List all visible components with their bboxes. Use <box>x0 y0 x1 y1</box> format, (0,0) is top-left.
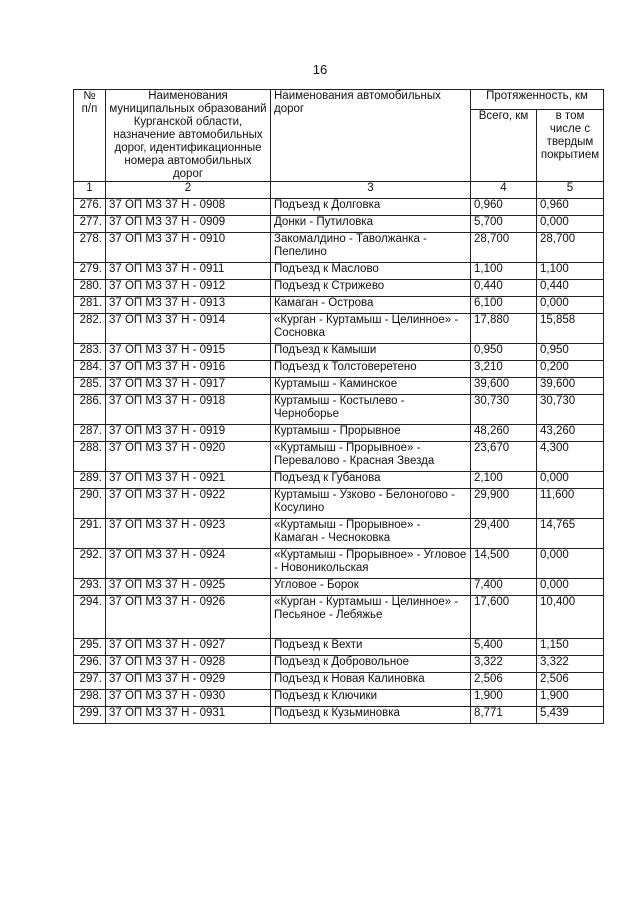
row-number: 293. <box>74 579 106 596</box>
road-id: 37 ОП МЗ 37 Н - 0924 <box>106 549 271 579</box>
road-id: 37 ОП МЗ 37 Н - 0930 <box>106 690 271 707</box>
row-number: 286. <box>74 395 106 425</box>
length-total: 14,500 <box>471 549 537 579</box>
length-paved: 1,900 <box>537 690 604 707</box>
page-number: 16 <box>312 62 328 77</box>
length-paved: 0,000 <box>537 549 604 579</box>
road-id: 37 ОП МЗ 37 Н - 0917 <box>106 378 271 395</box>
length-total: 29,900 <box>471 489 537 519</box>
column-number: 5 <box>537 182 604 199</box>
length-paved: 1,150 <box>537 639 604 656</box>
table-row <box>74 361 604 378</box>
road-name: Куртамыш - Узково - Белоногово - Косулино <box>271 489 471 519</box>
row-number: 277. <box>74 216 106 233</box>
road-id: 37 ОП МЗ 37 Н - 0926 <box>106 596 271 639</box>
table-row <box>74 199 604 216</box>
road-name: Подъезд к Долговка <box>271 199 471 216</box>
road-id: 37 ОП МЗ 37 Н - 0929 <box>106 673 271 690</box>
row-number: 296. <box>74 656 106 673</box>
length-total: 1,100 <box>471 263 537 280</box>
length-total: 8,771 <box>471 707 537 724</box>
road-name: «Куртамыш - Прорывное» - Угловое - Новоникольская <box>271 549 471 579</box>
length-paved: 3,322 <box>537 656 604 673</box>
length-total: 39,600 <box>471 378 537 395</box>
road-name: Куртамыш - Каминское <box>271 378 471 395</box>
road-id: 37 ОП МЗ 37 Н - 0925 <box>106 579 271 596</box>
length-paved: 0,950 <box>537 344 604 361</box>
table-row <box>74 673 604 690</box>
length-paved: 0,000 <box>537 297 604 314</box>
road-id: 37 ОП МЗ 37 Н - 0923 <box>106 519 271 549</box>
table-row <box>74 344 604 361</box>
table-row <box>74 425 604 442</box>
road-id: 37 ОП МЗ 37 Н - 0915 <box>106 344 271 361</box>
length-total: 2,100 <box>471 472 537 489</box>
road-name: Донки - Путиловка <box>271 216 471 233</box>
road-name: Подъезд к Добровольное <box>271 656 471 673</box>
column-number-row <box>74 182 604 199</box>
length-total: 0,950 <box>471 344 537 361</box>
column-number: 1 <box>74 182 106 199</box>
table-row <box>74 579 604 596</box>
road-id: 37 ОП МЗ 37 Н - 0931 <box>106 707 271 724</box>
table-row <box>74 442 604 472</box>
road-name: Закомалдино - Таволжанка - Пепелино <box>271 233 471 263</box>
length-paved: 30,730 <box>537 395 604 425</box>
header-number: № п/п <box>74 90 106 182</box>
length-paved: 4,300 <box>537 442 604 472</box>
road-id: 37 ОП МЗ 37 Н - 0927 <box>106 639 271 656</box>
road-name: Подъезд к Вехти <box>271 639 471 656</box>
length-total: 3,210 <box>471 361 537 378</box>
road-id: 37 ОП МЗ 37 Н - 0910 <box>106 233 271 263</box>
table-row <box>74 395 604 425</box>
road-name: Подъезд к Кузьминовка <box>271 707 471 724</box>
length-total: 28,700 <box>471 233 537 263</box>
length-total: 3,322 <box>471 656 537 673</box>
header-paved: в том числе с твердым покрытием <box>537 109 604 181</box>
road-name: Подъезд к Камыши <box>271 344 471 361</box>
row-number: 290. <box>74 489 106 519</box>
row-number: 287. <box>74 425 106 442</box>
table-row <box>74 280 604 297</box>
row-number: 292. <box>74 549 106 579</box>
table-row <box>74 297 604 314</box>
header-length-group: Протяженность, км <box>471 90 604 110</box>
road-name: Куртамыш - Прорывное <box>271 425 471 442</box>
length-paved: 0,000 <box>537 216 604 233</box>
length-paved: 43,260 <box>537 425 604 442</box>
length-paved: 39,600 <box>537 378 604 395</box>
row-number: 289. <box>74 472 106 489</box>
length-total: 17,600 <box>471 596 537 639</box>
row-number: 278. <box>74 233 106 263</box>
table-row <box>74 690 604 707</box>
road-id: 37 ОП МЗ 37 Н - 0911 <box>106 263 271 280</box>
table-row <box>74 378 604 395</box>
road-id: 37 ОП МЗ 37 Н - 0914 <box>106 314 271 344</box>
length-paved: 28,700 <box>537 233 604 263</box>
row-number: 297. <box>74 673 106 690</box>
table-row <box>74 263 604 280</box>
length-total: 6,100 <box>471 297 537 314</box>
table-row <box>74 489 604 519</box>
row-number: 285. <box>74 378 106 395</box>
length-paved: 1,100 <box>537 263 604 280</box>
table-row <box>74 656 604 673</box>
length-paved: 0,960 <box>537 199 604 216</box>
length-total: 23,670 <box>471 442 537 472</box>
roads-table <box>73 89 604 724</box>
row-number: 276. <box>74 199 106 216</box>
road-id: 37 ОП МЗ 37 Н - 0918 <box>106 395 271 425</box>
table-row <box>74 314 604 344</box>
road-name: «Курган - Куртамыш - Целинное» - Сосновка <box>271 314 471 344</box>
road-name: Подъезд к Губанова <box>271 472 471 489</box>
row-number: 279. <box>74 263 106 280</box>
road-id: 37 ОП МЗ 37 Н - 0922 <box>106 489 271 519</box>
length-total: 5,400 <box>471 639 537 656</box>
table-row <box>74 639 604 656</box>
length-total: 0,440 <box>471 280 537 297</box>
length-total: 7,400 <box>471 579 537 596</box>
column-number: 2 <box>106 182 271 199</box>
length-paved: 0,200 <box>537 361 604 378</box>
row-number: 281. <box>74 297 106 314</box>
length-paved: 5,439 <box>537 707 604 724</box>
road-id: 37 ОП МЗ 37 Н - 0920 <box>106 442 271 472</box>
table-row <box>74 472 604 489</box>
road-name: «Куртамыш - Прорывное» - Перевалово - Красная Звезда <box>271 442 471 472</box>
row-number: 283. <box>74 344 106 361</box>
table-row <box>74 216 604 233</box>
table-row <box>74 707 604 724</box>
row-number: 280. <box>74 280 106 297</box>
row-number: 294. <box>74 596 106 639</box>
length-paved: 14,765 <box>537 519 604 549</box>
row-number: 282. <box>74 314 106 344</box>
length-total: 2,506 <box>471 673 537 690</box>
road-name: Подъезд к Ключики <box>271 690 471 707</box>
road-id: 37 ОП МЗ 37 Н - 0919 <box>106 425 271 442</box>
road-name: Подъезд к Стрижево <box>271 280 471 297</box>
road-name: Угловое - Борок <box>271 579 471 596</box>
road-name: Подъезд к Новая Калиновка <box>271 673 471 690</box>
table-row <box>74 549 604 579</box>
table-header <box>74 90 604 199</box>
row-number: 295. <box>74 639 106 656</box>
table-row <box>74 233 604 263</box>
table-row <box>74 596 604 639</box>
table-body <box>74 199 604 724</box>
length-paved: 2,506 <box>537 673 604 690</box>
road-id: 37 ОП МЗ 37 Н - 0908 <box>106 199 271 216</box>
header-total: Всего, км <box>471 109 537 181</box>
road-id: 37 ОП МЗ 37 Н - 0928 <box>106 656 271 673</box>
length-paved: 0,440 <box>537 280 604 297</box>
length-total: 30,730 <box>471 395 537 425</box>
length-paved: 10,400 <box>537 596 604 639</box>
length-total: 29,400 <box>471 519 537 549</box>
row-number: 288. <box>74 442 106 472</box>
length-total: 48,260 <box>471 425 537 442</box>
length-paved: 15,858 <box>537 314 604 344</box>
road-name: «Курган - Куртамыш - Целинное» - Песьяное - Лебяжье <box>271 596 471 639</box>
road-name: Камаган - Острова <box>271 297 471 314</box>
length-paved: 0,000 <box>537 472 604 489</box>
road-name: Подъезд к Толстоверетено <box>271 361 471 378</box>
road-id: 37 ОП МЗ 37 Н - 0921 <box>106 472 271 489</box>
road-name: Куртамыш - Костылево - Черноборье <box>271 395 471 425</box>
column-number: 3 <box>271 182 471 199</box>
row-number: 284. <box>74 361 106 378</box>
length-total: 0,960 <box>471 199 537 216</box>
length-total: 1,900 <box>471 690 537 707</box>
header-road-name: Наименования автомобильных дорог <box>271 90 471 182</box>
table-row <box>74 519 604 549</box>
column-number: 4 <box>471 182 537 199</box>
row-number: 299. <box>74 707 106 724</box>
length-paved: 0,000 <box>537 579 604 596</box>
row-number: 298. <box>74 690 106 707</box>
road-name: Подъезд к Маслово <box>271 263 471 280</box>
header-municipal: Наименования муниципальных образований Курганской области, назначение автомобильных дорог, идентификационные номера автомобильных дорог <box>106 90 271 182</box>
road-id: 37 ОП МЗ 37 Н - 0909 <box>106 216 271 233</box>
road-id: 37 ОП МЗ 37 Н - 0913 <box>106 297 271 314</box>
length-paved: 11,600 <box>537 489 604 519</box>
road-id: 37 ОП МЗ 37 Н - 0916 <box>106 361 271 378</box>
road-id: 37 ОП МЗ 37 Н - 0912 <box>106 280 271 297</box>
length-total: 17,880 <box>471 314 537 344</box>
length-total: 5,700 <box>471 216 537 233</box>
road-name: «Куртамыш - Прорывное» - Камаган - Чесноковка <box>271 519 471 549</box>
row-number: 291. <box>74 519 106 549</box>
